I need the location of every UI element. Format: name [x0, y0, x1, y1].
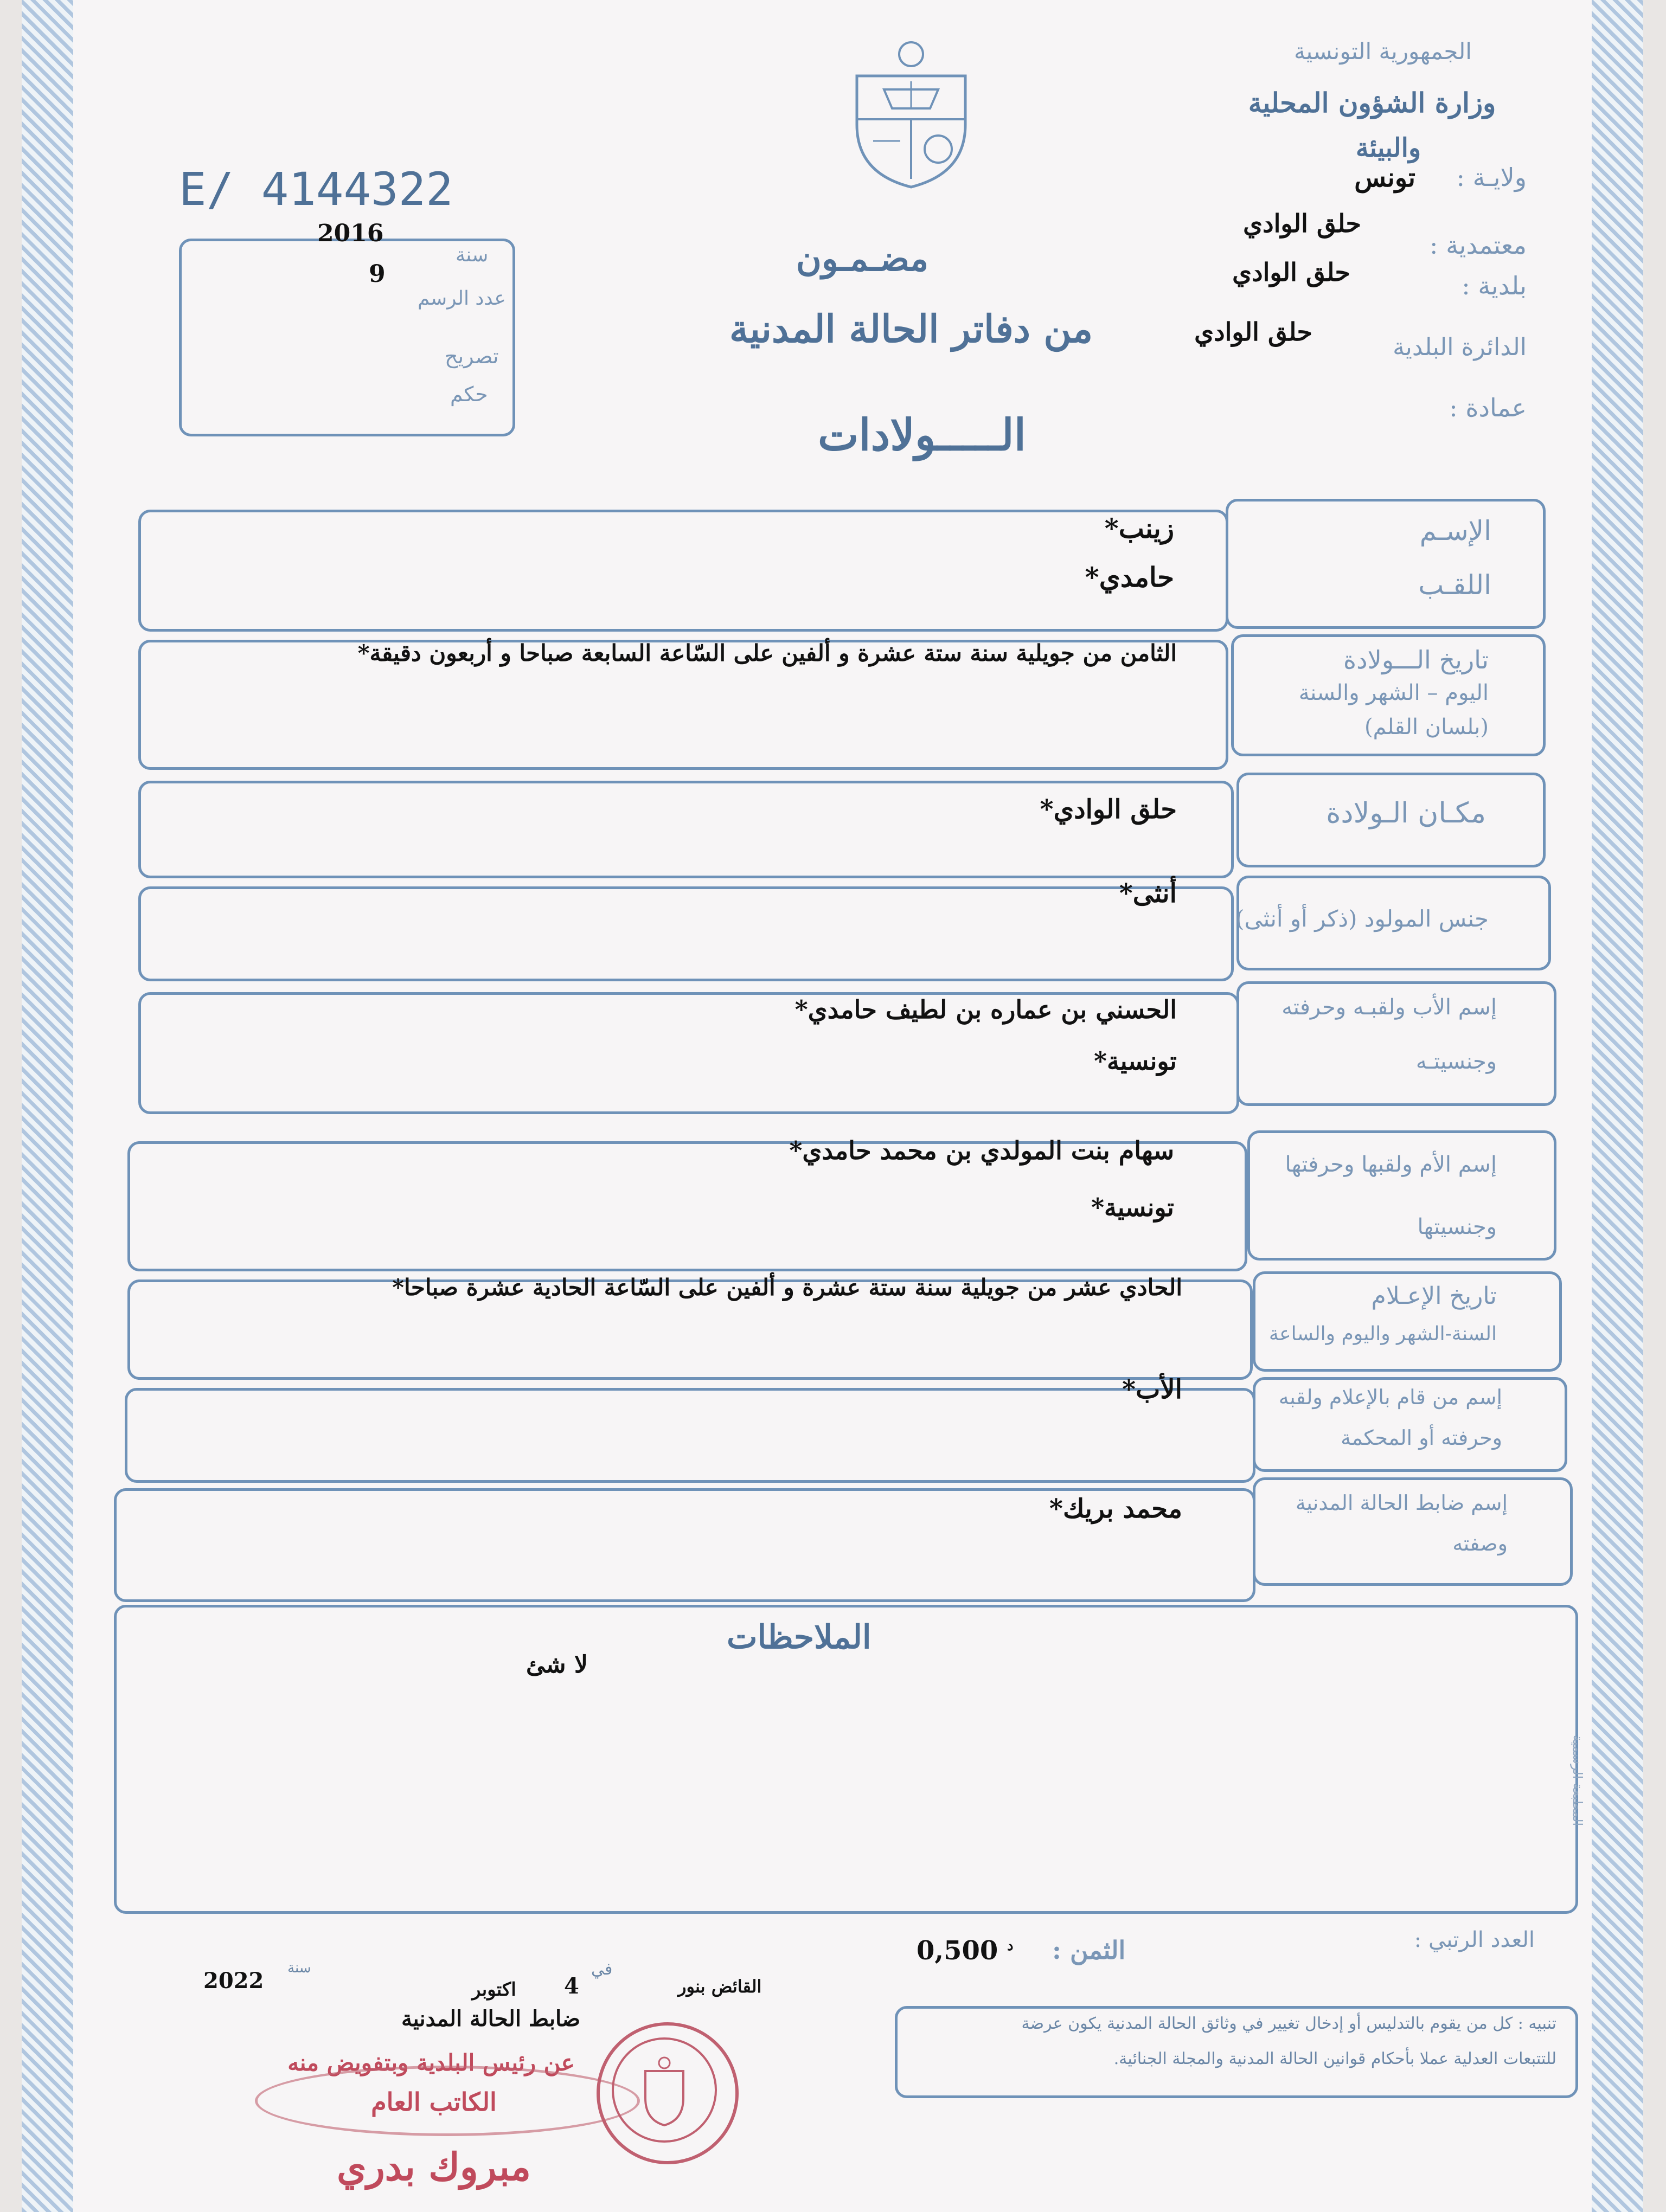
- row-birthplace-label1: مكـان الـولادة: [1326, 797, 1486, 829]
- issue-day: 4: [564, 1973, 579, 1999]
- serial-value: 4144322: [261, 163, 453, 216]
- issue-fi: في: [591, 1960, 613, 1979]
- registry-judgment-label: حكم: [450, 382, 488, 406]
- row-declaration-date-label1: تاريخ الإعـلام: [1371, 1282, 1497, 1310]
- title-line1: مضـمـون: [796, 239, 929, 279]
- remarks-title: الملاحظات: [727, 1618, 872, 1656]
- row-declarant-value1: الأب*: [1122, 1374, 1182, 1405]
- row-officer-value1: محمد بريك*: [1049, 1494, 1182, 1524]
- wilaya-value: تونس: [1354, 163, 1415, 193]
- row-name-label1: الإسـم: [1419, 515, 1491, 546]
- row-birthdate-label1: تاريخ الـــولادة: [1343, 645, 1489, 674]
- republic-text: الجمهورية التونسية: [1294, 38, 1472, 65]
- row-father-value1: الحسني بن عماره بن لطيف حامدي*: [794, 995, 1177, 1024]
- issue-month: اكتوبر: [472, 1979, 516, 2001]
- row-mother-value2: تونسية*: [1091, 1193, 1174, 1222]
- stamp-signature-name: مبروك بدري: [337, 2144, 531, 2189]
- decorative-border-left: [22, 0, 73, 2212]
- wilaya-label: ولايـة :: [1456, 163, 1527, 192]
- stamp-line1: عن رئيس البلدية وبتفويض منه: [287, 2049, 575, 2076]
- registry-declaration-label: تصريح: [445, 344, 499, 368]
- row-mother-label1: إسم الأم ولقبها وحرفتها: [1285, 1152, 1497, 1177]
- serial-prefix: E/: [179, 163, 234, 216]
- order-number-label: العدد الرتبي :: [1414, 1927, 1535, 1952]
- row-declarant-label2: وحرفته أو المحكمة: [1341, 1426, 1502, 1450]
- row-birthdate-label3: (بلسان القلم): [1364, 715, 1489, 740]
- price-amount: 0,500: [917, 1935, 998, 1966]
- coat-of-arms-icon: [841, 38, 982, 190]
- decorative-border-right: [1592, 0, 1643, 2212]
- issue-year-value: 2022: [203, 1968, 264, 1994]
- row-mother-value1: سهام بنت المولدي بن محمد حامدي*: [789, 1136, 1174, 1165]
- registry-year-label: سنة: [456, 244, 489, 266]
- serial-number: [179, 163, 453, 216]
- ministry-line1: وزارة الشؤون المحلية: [1248, 87, 1496, 119]
- registry-number-value: 9: [369, 260, 386, 288]
- row-name-value1: زينب*: [1104, 512, 1174, 544]
- row-father-label2: وجنسيتـه: [1415, 1049, 1497, 1074]
- price-label: الثمن :: [1052, 1935, 1126, 1965]
- issue-year-label: سنة: [287, 1960, 311, 1976]
- row-birthplace-value1: حلق الوادي*: [1040, 794, 1177, 825]
- mootamadia-label: معتمدية :: [1429, 230, 1527, 260]
- row-sex-label1: جنس المولود (ذكر أو أنثى): [1235, 905, 1489, 932]
- row-officer-label2: وصفته: [1452, 1532, 1508, 1555]
- certificate-paper: [22, 0, 1643, 2212]
- baladia-label: بلدية :: [1462, 271, 1527, 300]
- registry-box: [179, 239, 515, 436]
- mootamadia-value: حلق الوادي: [1243, 209, 1361, 238]
- title-line2: من دفاتر الحالة المدنية: [729, 306, 1093, 351]
- signature-scribble: [255, 2066, 640, 2136]
- row-declarant-value-box: [125, 1388, 1255, 1483]
- row-birthdate-label2: اليوم – الشهر والسنة: [1298, 680, 1489, 705]
- side-print-text: المطبعة الرسمية: [1570, 1735, 1585, 1827]
- row-sex-value1: أنثى*: [1119, 878, 1177, 909]
- row-declaration-date-label2: السنة-الشهر واليوم والساعة: [1268, 1323, 1497, 1345]
- price-unit: د: [1007, 1938, 1014, 1954]
- row-mother-label2: وجنسيتها: [1417, 1214, 1497, 1239]
- row-name-label-box: [1226, 499, 1546, 629]
- warning-line1: تنبيه : كل من يقوم بالتدليس أو إدخال تغيير في وثائق الحالة المدنية يكون عرضة: [1021, 2014, 1556, 2033]
- row-officer-label1: إسم ضابط الحالة المدنية: [1295, 1491, 1508, 1515]
- row-father-value2: تونسية*: [1093, 1046, 1177, 1076]
- daira-label: الدائرة البلدية: [1393, 333, 1527, 361]
- price-value: [917, 1935, 1014, 1966]
- registry-number-label: عدد الرسم: [418, 287, 506, 310]
- issue-place: القائض بنور: [678, 1976, 762, 1997]
- row-mother-label-box: [1247, 1130, 1556, 1261]
- omada-label: عمادة :: [1449, 393, 1527, 422]
- row-declarant-label1: إسم من قام بالإعلام ولقبه: [1278, 1385, 1502, 1409]
- row-birthdate-value1: الثامن من جويلية سنة ستة عشرة و ألفين على السّاعة السابعة صباحا و أربعون دقيقة*: [357, 640, 1177, 666]
- row-sex-value-box: [138, 886, 1234, 981]
- warning-line2: للتتبعات العدلية عملا بأحكام قوانين الحالة المدنية والمجلة الجنائية.: [1113, 2049, 1556, 2068]
- row-name-value-box: [138, 510, 1228, 632]
- row-name-label2: اللقـب: [1418, 569, 1491, 601]
- stamp-line2: الكاتب العام: [371, 2087, 497, 2117]
- officer-title: ضابط الحالة المدنية: [401, 2006, 581, 2031]
- section-title: الـــــولادات: [818, 409, 1026, 460]
- row-name-value2: حامدي*: [1085, 561, 1174, 593]
- row-father-label1: إسم الأب ولقبـه وحرفته: [1281, 995, 1497, 1020]
- daira-value: حلق الوادي: [1194, 317, 1312, 346]
- registry-year-value: 2016: [317, 220, 384, 247]
- baladia-value: حلق الوادي: [1232, 258, 1350, 287]
- row-declaration-date-value1: الحادي عشر من جويلية سنة ستة عشرة و ألفين على السّاعة الحادية عشرة صباحا*: [392, 1274, 1182, 1301]
- remarks-value: لا شئ: [526, 1651, 588, 1679]
- ministry-line2: والبيئة: [1355, 133, 1421, 163]
